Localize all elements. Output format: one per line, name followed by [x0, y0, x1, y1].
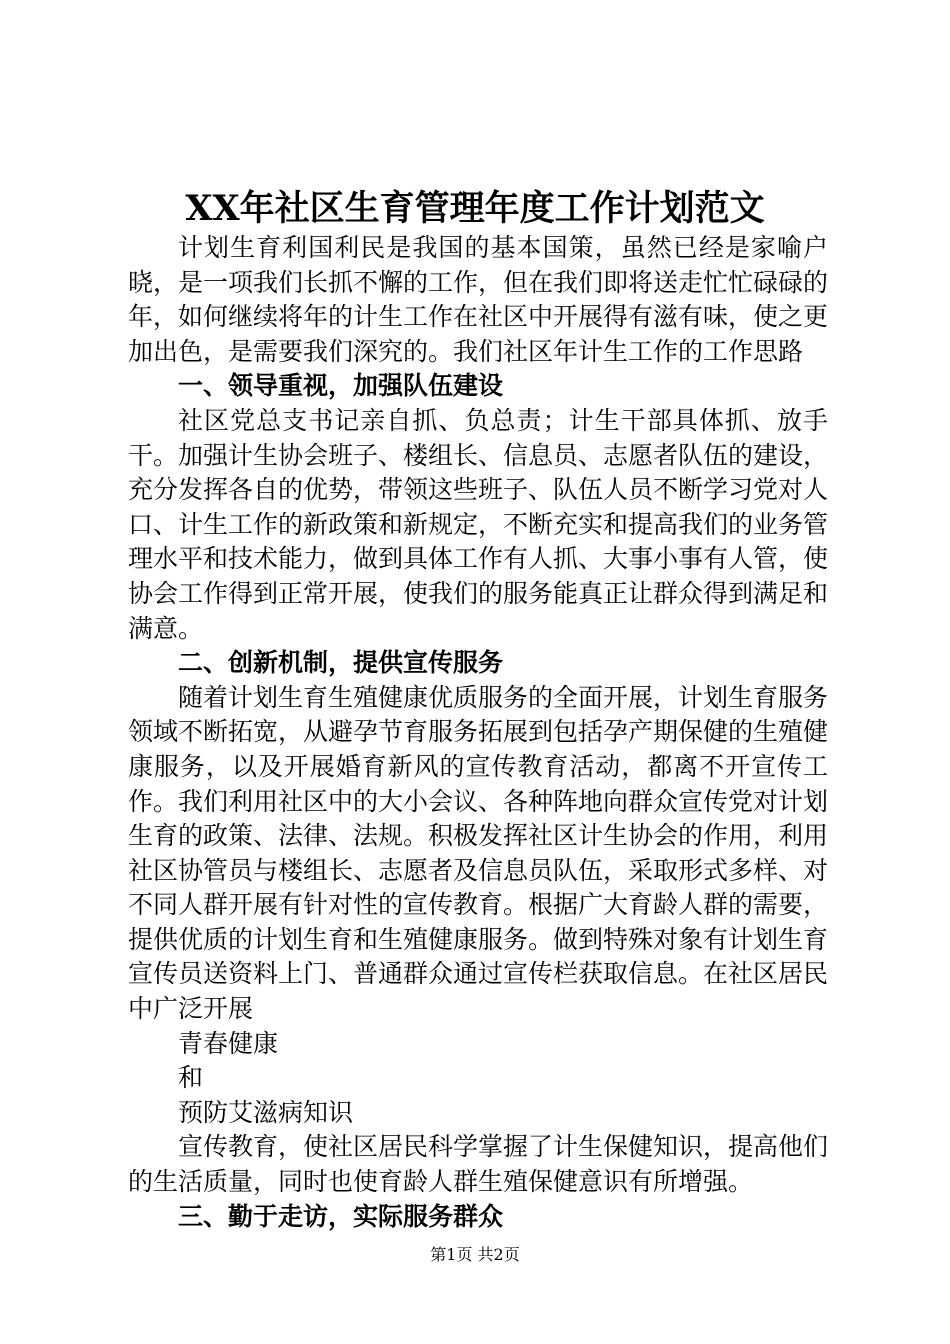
intro-paragraph: 计划生育利国利民是我国的基本国策，虽然已经是家喻户晓，是一项我们长抓不懈的工作，但在我们即将送走忙忙碌碌的年，如何继续将年的计生工作在社区中开展得有滋有味，使之更加出色，是需要我们深究的。我们社区年计生工作的工作思路 — [128, 233, 829, 366]
topic-line-and: 和 — [178, 1063, 204, 1093]
section-1-paragraph: 社区党总支书记亲自抓、负总责；计生干部具体抓、放手干。加强计生协会班子、楼组长、信息员、志愿者队伍的建设，充分发挥各自的优势，带领这些班子、队伍人员不断学习党对人口、计生工作的新政策和新规定，不断充实和提高我们的业务管理水平和技术能力，做到具体工作有人抓、大事小事有人管，使协会工作得到正常开展，使我们的服务能真正让群众得到满足和满意。 — [128, 405, 829, 643]
section-2-tail-paragraph: 宣传教育，使社区居民科学掌握了计生保健知识，提高他们的生活质量，同时也使育龄人群生殖保健意识有所增强。 — [128, 1132, 829, 1197]
page-footer: 第1页 共2页 — [430, 1245, 520, 1264]
section-1-heading: 一、领导重视，加强队伍建设 — [178, 371, 504, 401]
document-body — [128, 231, 828, 1234]
section-3-heading: 三、勤于走访，实际服务群众 — [178, 1201, 504, 1231]
section-2-paragraph: 随着计划生育生殖健康优质服务的全面开展，计划生育服务领域不断拓宽，从避孕节育服务拓展到包括孕产期保健的生殖健康服务，以及开展婚育新风的宣传教育活动，都离不开宣传工作。我们利用社区中的大小会议、各种阵地向群众宣传党对计划生育的政策、法律、法规。积极发挥社区计生协会的作用，利用社区协管员与楼组长、志愿者及信息员队伍，采取形式多样、对不同人群开展有针对性的宣传教育。根据广大育龄人群的需要，提供优质的计划生育和生殖健康服务。做到特殊对象有计划生育宣传员送资料上门、普通群众通过宣传栏获取信息。在社区居民中广泛开展 — [128, 682, 829, 1024]
topic-line-aids-prevention: 预防艾滋病知识 — [178, 1097, 354, 1127]
document-title: XX年社区生育管理年度工作计划范文 — [185, 188, 765, 229]
section-2-heading: 二、创新机制，提供宣传服务 — [178, 648, 504, 678]
topic-line-youth-health: 青春健康 — [178, 1028, 279, 1058]
